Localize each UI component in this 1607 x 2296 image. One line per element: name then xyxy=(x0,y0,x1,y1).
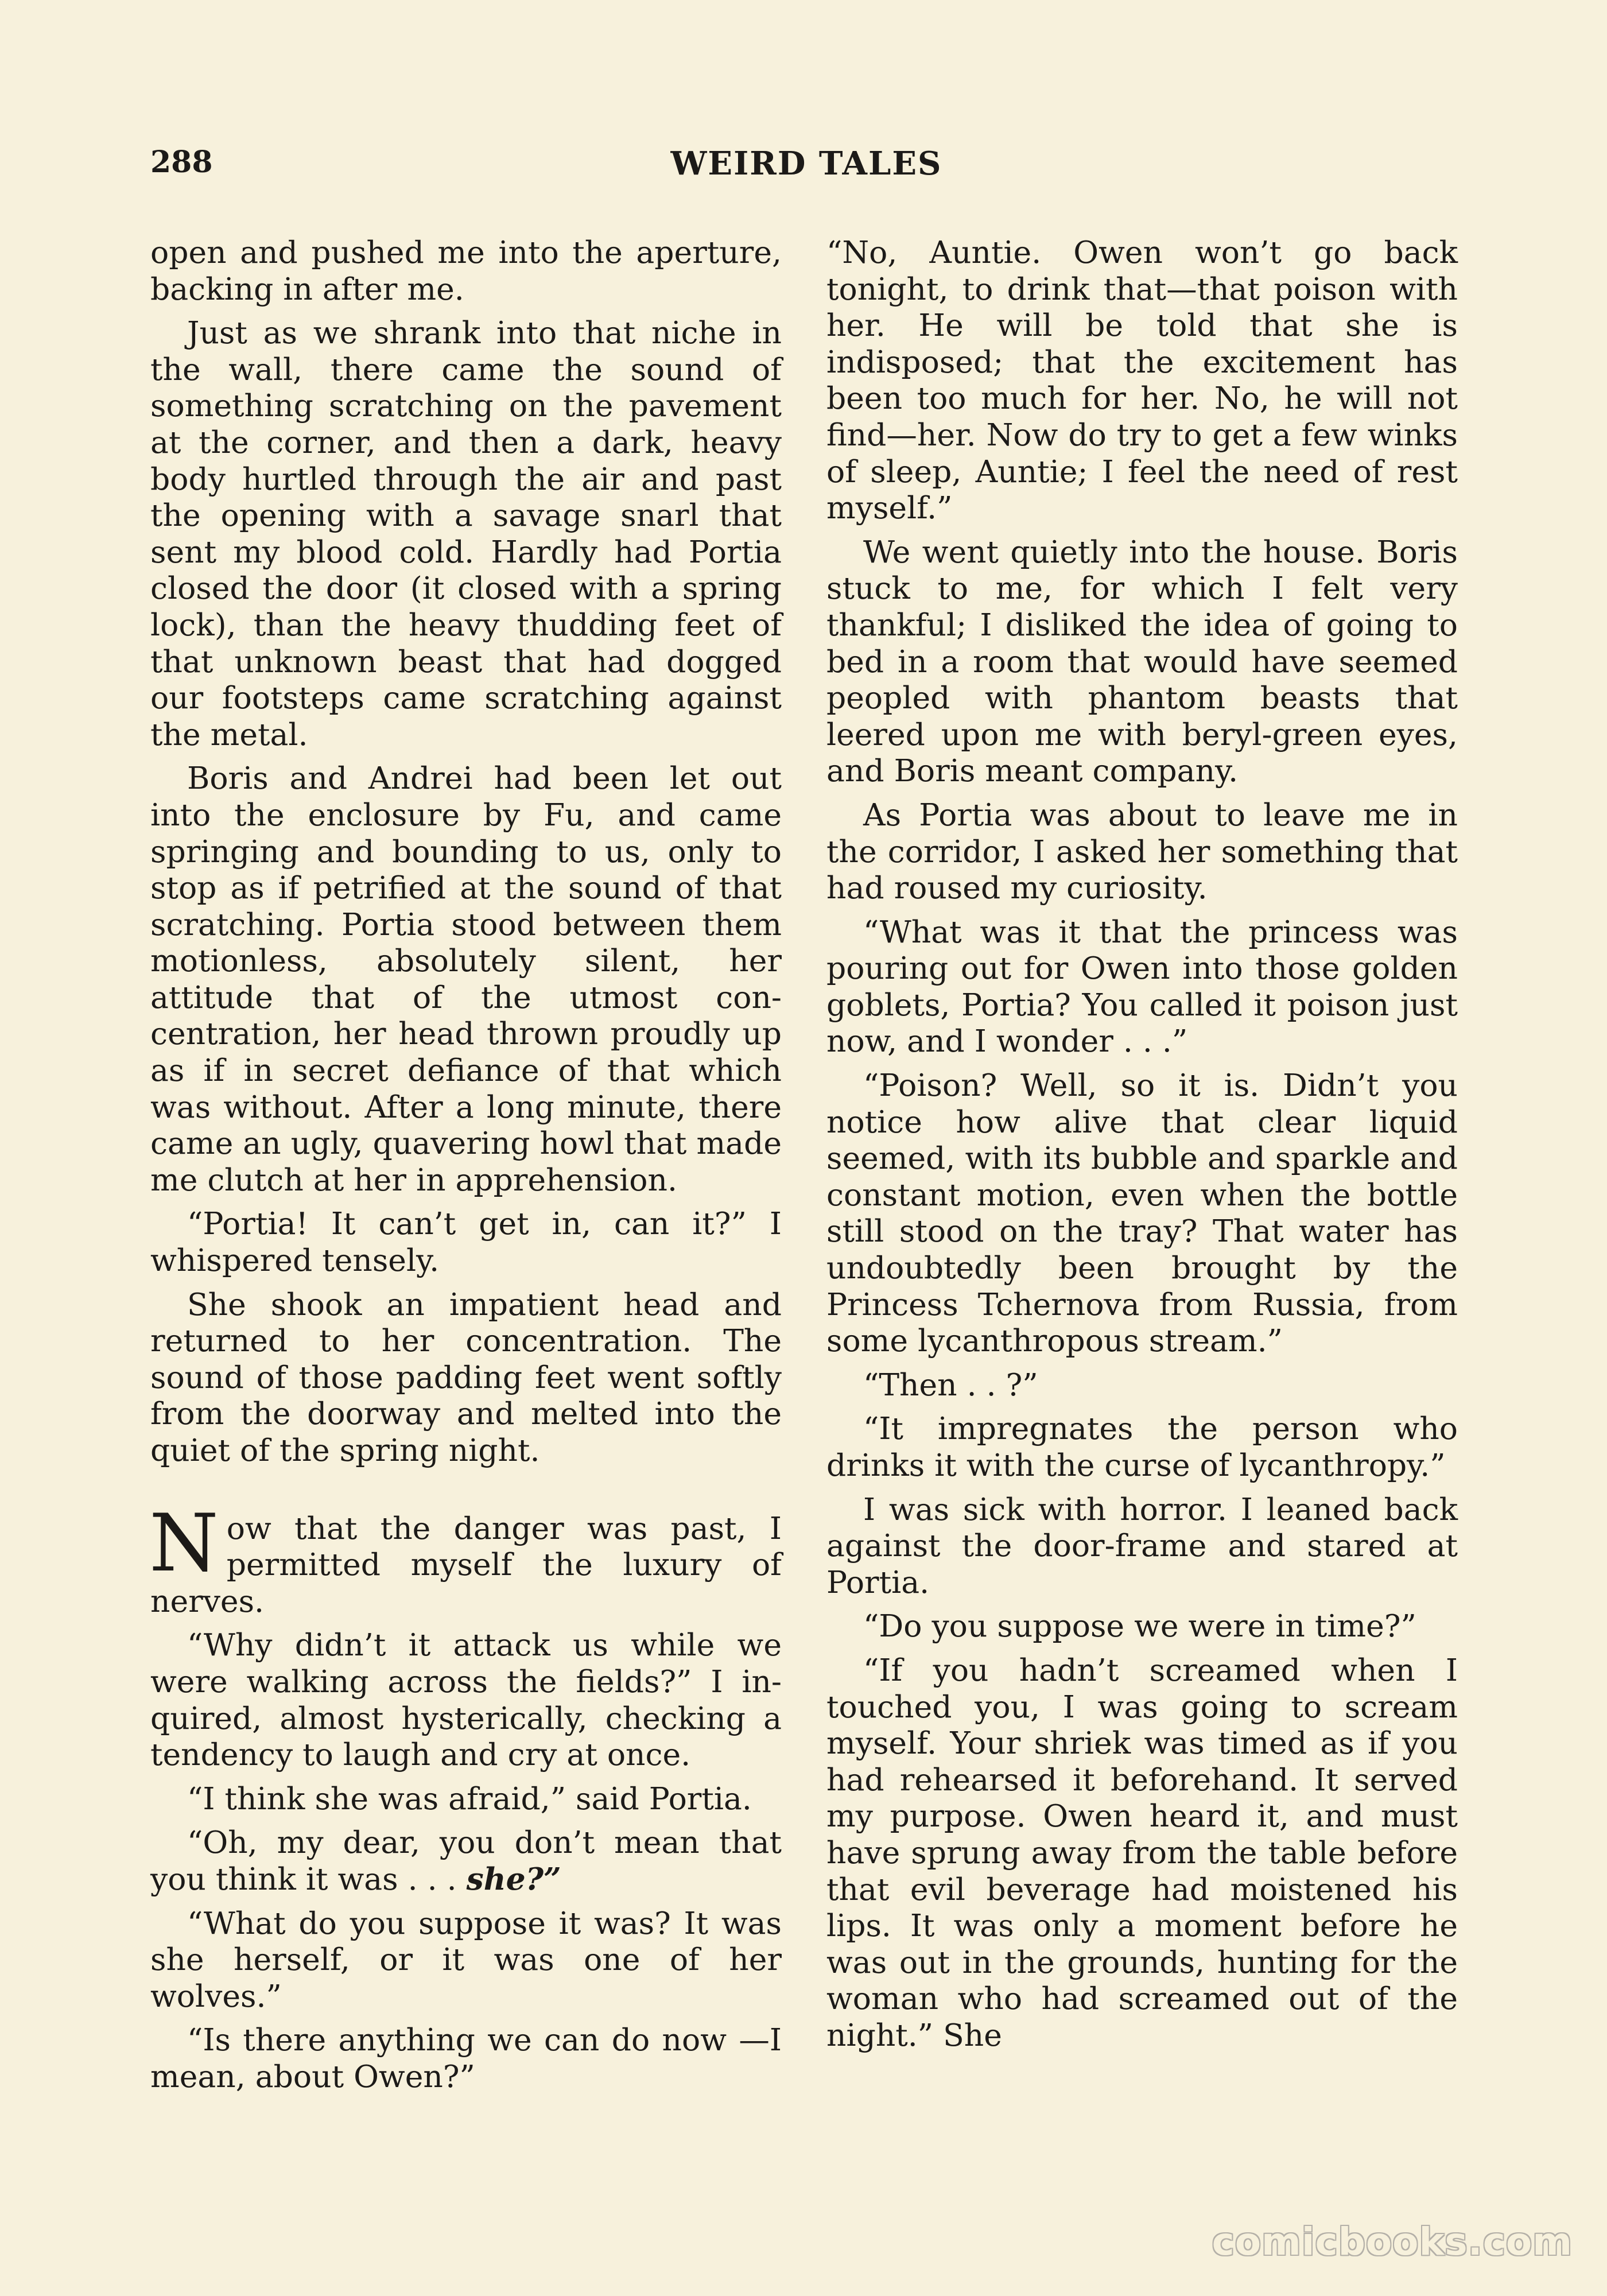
emphasis-text: she?” xyxy=(466,1860,561,1897)
paragraph: “If you hadn’t screamed when I touched you, I was going to scream myself. Your shriek was timed as if you had rehearsed it beforehand. It served my purpose. Owen heard it, and must have sprung away from the table before that evil beverage had moistened his lips. It was only a moment before he was out in the grounds, hunting for the woman who had screamed out of the night.” She xyxy=(826,1651,1458,2053)
paragraph: “No, Auntie. Owen won’t go back tonight, to drink that—that poison with her. He will be told that she is indisposed; that the excitement has been too much for her. No, he will not find—her. Now do try to get a few winks of sleep, Auntie; I feel the need of rest myself.” xyxy=(826,234,1458,526)
paragraph: “It impregnates the person who drinks it with the curse of lycanthropy.” xyxy=(826,1410,1458,1483)
paragraph: open and pushed me into the aperture, backing in after me. xyxy=(150,234,782,307)
paragraph xyxy=(150,1824,782,1897)
paragraph: As Portia was about to leave me in the corridor, I asked her something that had roused my curiosity. xyxy=(826,796,1458,906)
paragraph: “Portia! It can’t get in, can it?” I whispered tensely. xyxy=(150,1205,782,1279)
paragraph: “Why didn’t it attack us while we were walking across the fields?” I inquired, almost hysterically, checking a tendency to laugh and cry at once. xyxy=(150,1627,782,1773)
watermark-logo: comicbooks.com xyxy=(1212,2220,1573,2264)
paragraph: “Is there anything we can do now —I mean, about Owen?” xyxy=(150,2022,782,2095)
paragraph: Boris and Andrei had been let out into the enclosure by Fu, and came springing and bounding to us, only to stop as if petrified at the sound of that scratching. Portia stood between them motionless, absolutely silent, her attitude that of the utmost concentration, her head thrown proudly up as if in secret defiance of that which was without. After a long minute, there came an ugly, quavering howl that made me clutch at her in apprehension. xyxy=(150,760,782,1198)
paragraph: “What do you suppose it was? It was she herself, or it was one of her wolves.” xyxy=(150,1905,782,2014)
paragraph-text: “Oh, my dear, you don’t mean that you think it was . . . xyxy=(150,1824,782,1897)
paragraph: “Poison? Well, so it is. Didn’t you notice how alive that clear liquid seemed, with its bubble and sparkle and constant motion, even when the bottle still stood on the tray? That water has undoubtedly been brought by the Princess Tchernova from Russia, from some lycanthropous stream.” xyxy=(826,1067,1458,1359)
paragraph: “Do you suppose we were in time?” xyxy=(863,1608,1416,1645)
magazine-title: WEIRD TALES xyxy=(670,145,942,183)
paragraph: She shook an impatient head and returned to her concentration. The sound of those padding feet went softly from the doorway and melted into the quiet of the spring night. xyxy=(150,1286,782,1468)
paragraph: “I think she was afraid,” said Portia. xyxy=(187,1780,752,1817)
paragraph: I was sick with horror. I leaned back against the door-frame and stared at Portia. xyxy=(826,1491,1458,1600)
left-column xyxy=(150,234,782,2103)
running-head xyxy=(150,145,1462,191)
paragraph: Just as we shrank into that niche in the wall, there came the sound of something scratching on the pavement at the corner, and then a dark, heavy body hurtled through the air and past the opening with a savage snarl that sent my blood cold. Hardly had Portia closed the door (it closed with a spring lock), than the heavy thudding feet of that unknown beast that had dogged our footsteps came scratching against the metal. xyxy=(150,315,782,753)
section-opening-paragraph xyxy=(149,1496,782,1620)
paragraph: “Then . . ?” xyxy=(863,1366,1038,1403)
drop-cap: N xyxy=(149,1496,219,1589)
paragraph: We went quietly into the house. Boris stuck to me, for which I felt very thankful; I disliked the idea of going to bed in a room that would have seemed peopled with phantom beasts that leered upon me with beryl-green eyes, and Boris meant company. xyxy=(826,533,1458,789)
paragraph: “What was it that the princess was pouring out for Owen into those golden goblets, Portia? You called it poison just now, and I wonder . . .” xyxy=(826,913,1458,1060)
right-column xyxy=(826,234,1458,2061)
paragraph-text: ow that the danger was past, I permitted myself the luxury of nerves. xyxy=(150,1510,782,1619)
page-number: 288 xyxy=(150,145,213,180)
